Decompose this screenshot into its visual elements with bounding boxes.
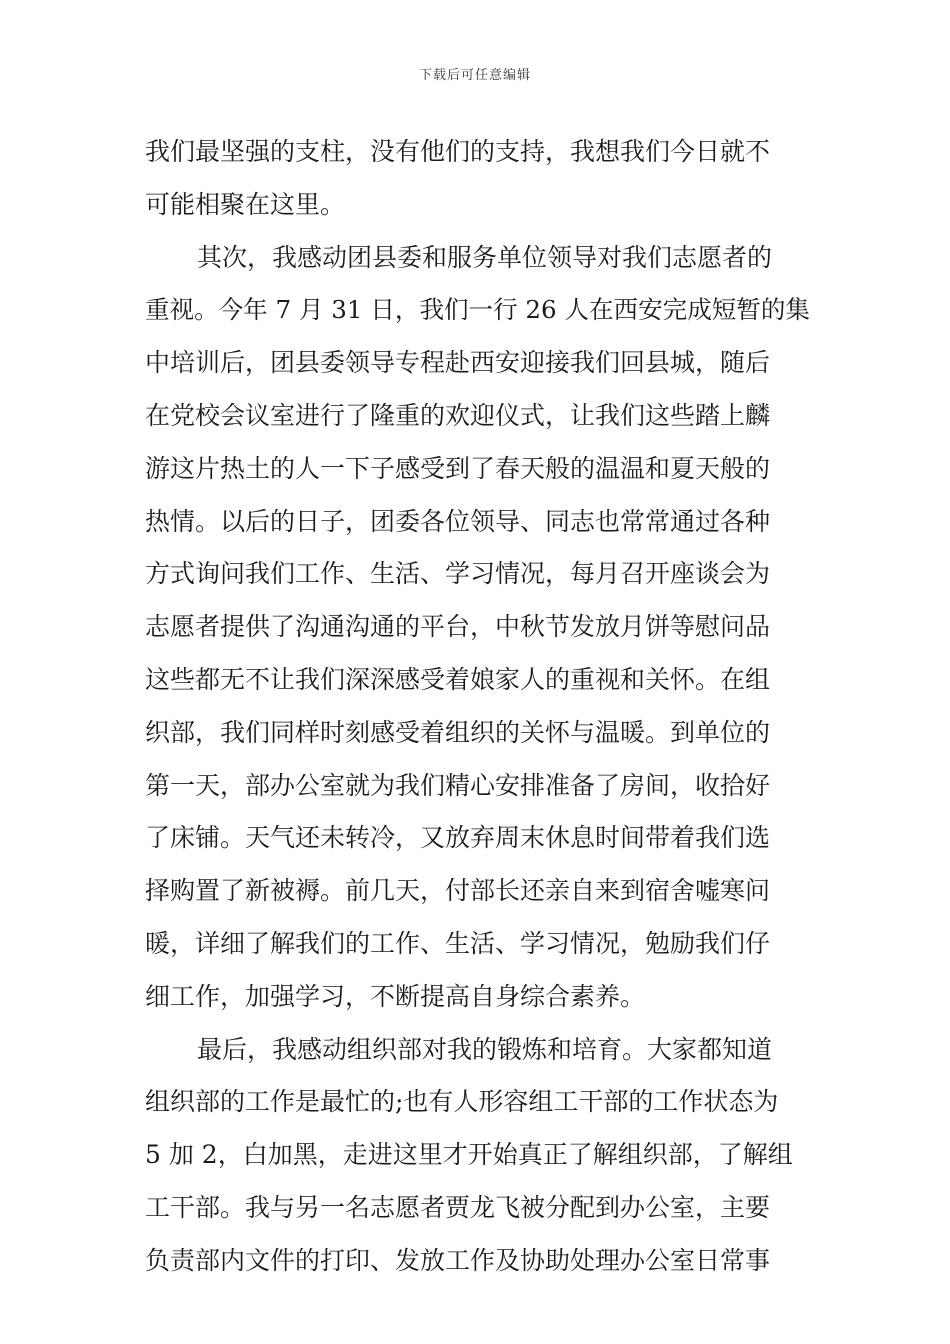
text-line: 志愿者提供了沟通沟通的平台，中秋节发放月饼等慰问品 (145, 612, 771, 642)
text-line: 第一天，部办公室就为我们精心安排准备了房间，收拾好 (145, 770, 771, 800)
text-line: 方式询问我们工作、生活、学习情况，每月召开座谈会为 (145, 559, 771, 589)
text-line: 中培训后，团县委领导专程赴西安迎接我们回县城，随后 (145, 348, 771, 378)
text-line: 重视。今年 7 月 31 日，我们一行 26 人在西安完成短暂的集 (145, 295, 810, 325)
body-text (145, 126, 810, 1288)
text-line: 热情。以后的日子，团委各位领导、同志也常常通过各种 (145, 506, 771, 536)
page-header: 下载后可任意编辑 (418, 68, 531, 83)
text-line: 可能相聚在这里。 (145, 189, 346, 219)
text-line: 细工作，加强学习，不断提高自身综合素养。 (145, 981, 646, 1011)
text-line: 工干部。我与另一名志愿者贾龙飞被分配到办公室，主要 (145, 1192, 771, 1222)
text-line: 最后，我感动组织部对我的锻炼和培育。大家都知道 (197, 1034, 773, 1064)
text-line: 织部，我们同样时刻感受着组织的关怀与温暖。到单位的 (145, 717, 771, 747)
text-line: 5 加 2，白加黑，走进这里才开始真正了解组织部，了解组 (145, 1140, 793, 1170)
text-line: 了床铺。天气还未转冷，又放弃周末休息时间带着我们选 (145, 823, 771, 853)
text-line: 暖，详细了解我们的工作、生活、学习情况，勉励我们仔 (145, 928, 771, 958)
text-line: 在党校会议室进行了隆重的欢迎仪式，让我们这些踏上麟 (145, 400, 771, 430)
text-line: 负责部内文件的打印、发放工作及协助处理办公室日常事 (145, 1245, 771, 1275)
text-line: 这些都无不让我们深深感受着娘家人的重视和关怀。在组 (145, 664, 771, 694)
text-line: 组织部的工作是最忙的;也有人形容组工干部的工作状态为 (145, 1087, 779, 1117)
text-line: 择购置了新被褥。前几天，付部长还亲自来到宿舍嘘寒问 (145, 876, 771, 906)
text-line: 游这片热土的人一下子感受到了春天般的温温和夏天般的 (145, 453, 771, 483)
text-line: 我们最坚强的支柱，没有他们的支持，我想我们今日就不 (145, 137, 771, 166)
text-line: 其次，我感动团县委和服务单位领导对我们志愿者的 (197, 242, 773, 272)
